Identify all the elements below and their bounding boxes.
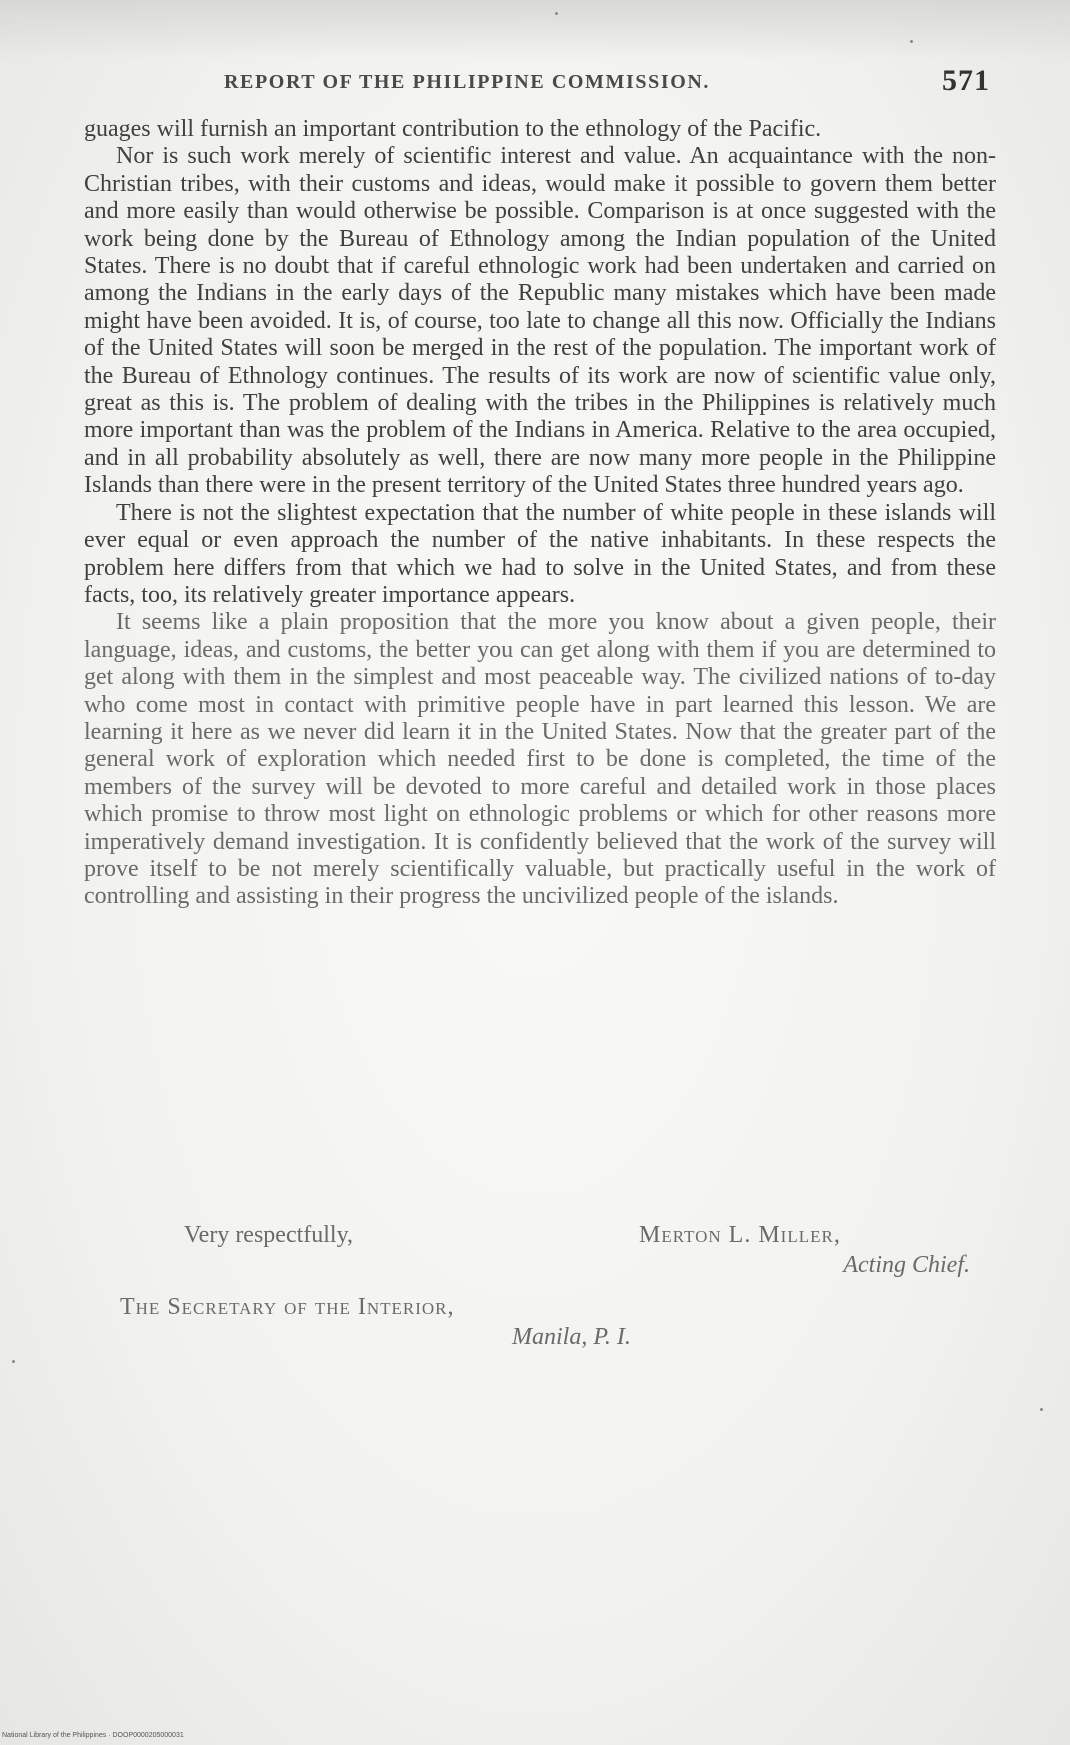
page-header	[84, 64, 990, 98]
paragraph: It seems like a plain proposition that the more you know about a given people, their language, ideas, and customs, the better you can get along with them if you are determined to get along with them in the simplest and most peaceable way. The civilized nations of to-day who come most in contact with primitive people have in part learned this lesson. We are learning it here as we never did learn it in the United States. Now that the greater part of the general work of exploration which needed first to be done is completed, the time of the members of the survey will be devoted to more careful and detailed work in those places which promise to throw most light on ethnologic problems or which for other reasons more imperatively demand investigation. It is confidently believed that the work of the survey will prove itself to be not merely scientifically valuable, but practically useful in the work of controlling and assisting in their progress the uncivilized people of the islands.	[84, 609, 996, 910]
address-place: Manila, P. I.	[512, 1324, 631, 1350]
signer-title: Acting Chief.	[843, 1252, 970, 1278]
paper-speck	[1040, 1408, 1043, 1411]
paragraph-continuation: guages will furnish an important contribution to the ethnology of the Pacific.	[84, 116, 822, 142]
signer-name: Merton L. Miller,	[639, 1222, 841, 1248]
paragraph: There is not the slightest expectation that the number of white people in these islands will ever equal or even approach the number of the native inhabitants. In these respects the problem here differs from that which we had to solve in the United States, and from these facts, too, its relatively greater importance appears.	[84, 499, 996, 608]
addressee: The Secretary of the Interior,	[120, 1294, 455, 1320]
body-text	[84, 116, 996, 911]
scan-credit: National Library of the Philippines · DOOP0000205000031	[2, 1732, 184, 1739]
paper-speck	[555, 12, 558, 15]
paragraph: Nor is such work merely of scientific interest and value. An acquaintance with the non-Christian tribes, with their customs and ideas, would make it possible to govern them better and more easily than would otherwise be possible. Comparison is at once suggested with the work being done by the Bureau of Ethnology among the Indian population of the United States. There is no doubt that if careful ethnologic work had been undertaken and carried on among the Indians in the early days of the Republic many mistakes which have been made might have been avoided. It is, of course, too late to change all this now. Officially the Indians of the United States will soon be merged in the rest of the population. The important work of the Bureau of Ethnology continues. The results of its work are now of scientific value only, great as this is. The problem of dealing with the tribes in the Philippines is relatively much more important than was the problem of the Indians in America. Relative to the area occupied, and in all probability absolutely as well, there are now many more people in the Philippine Islands than there were in the present territory of the United States three hundred years ago.	[84, 143, 996, 499]
running-head: REPORT OF THE PHILIPPINE COMMISSION.	[224, 71, 711, 93]
paper-speck	[910, 40, 913, 43]
salutation: Very respectfully,	[184, 1222, 354, 1248]
paper-speck	[12, 1360, 15, 1363]
page-number: 571	[942, 64, 990, 97]
